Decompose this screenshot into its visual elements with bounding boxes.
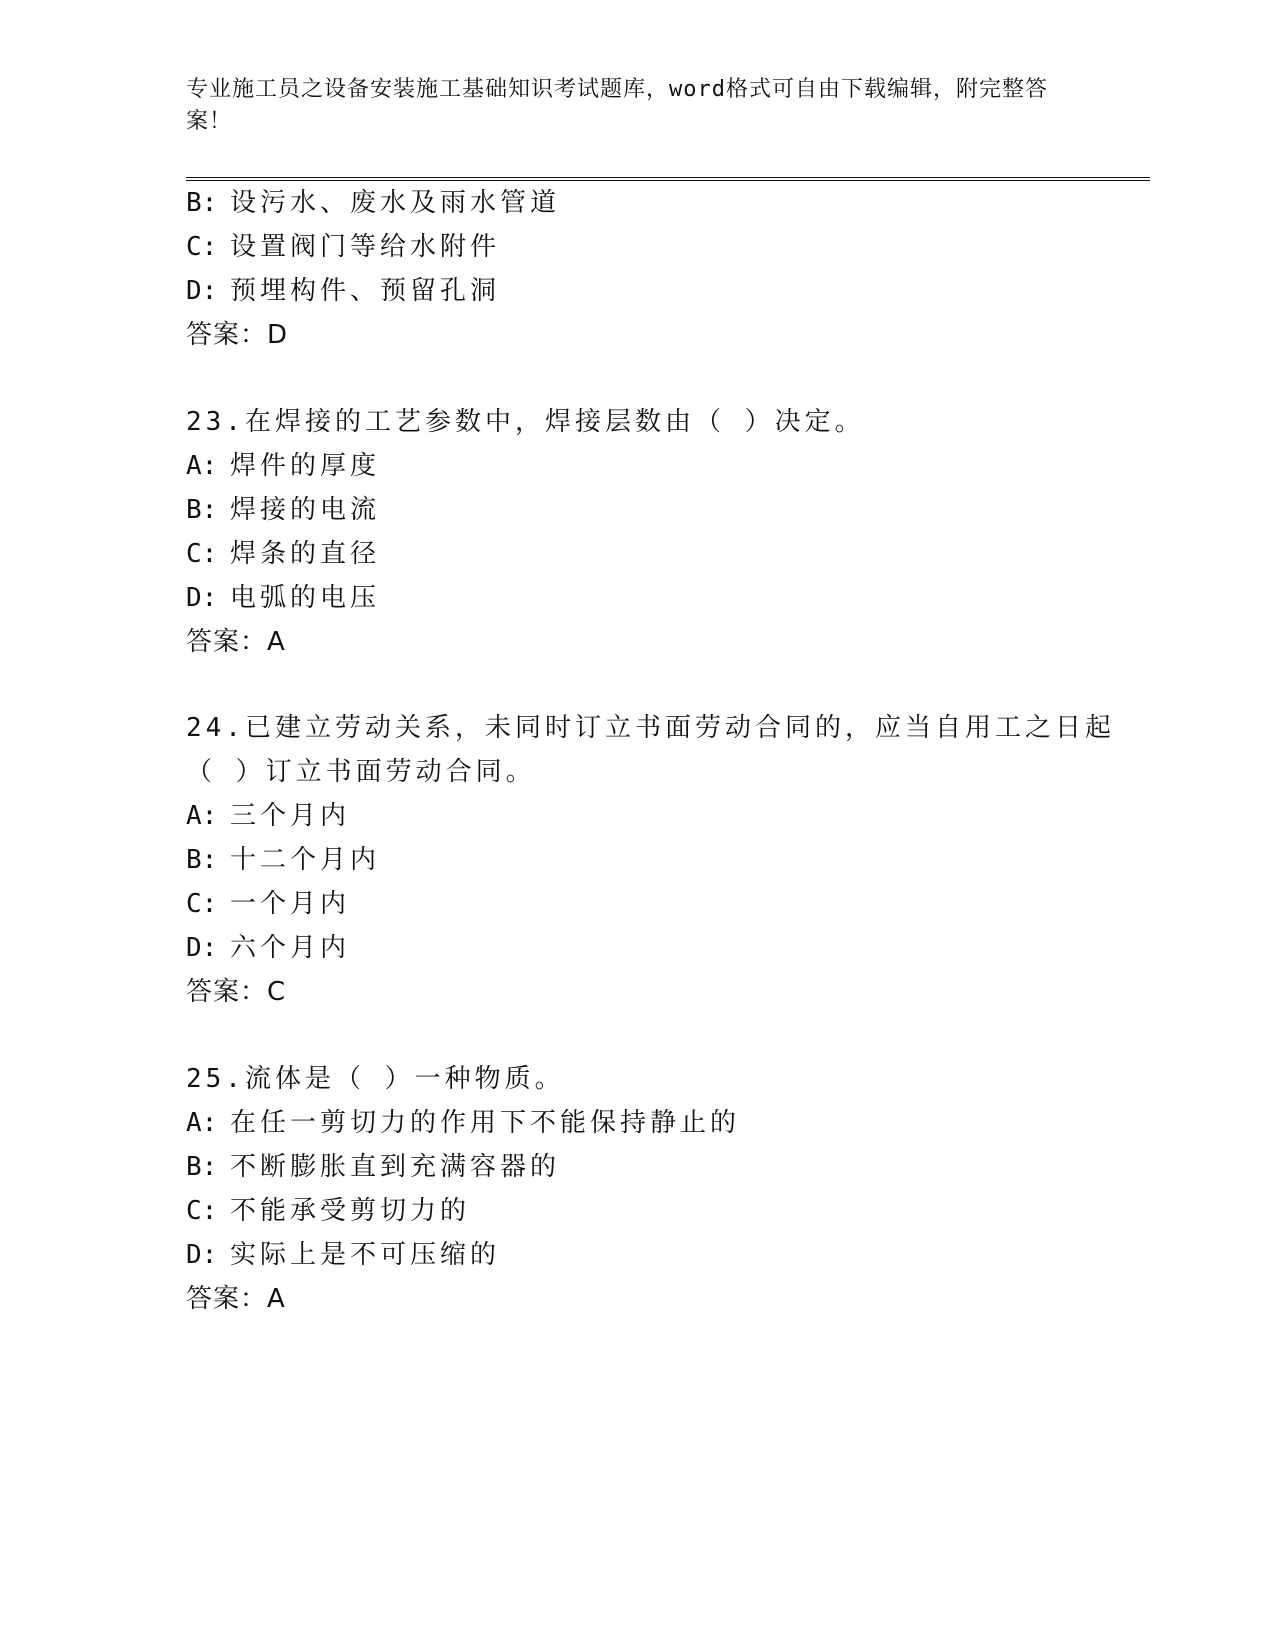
option-text: 三个月内 <box>230 801 351 831</box>
option-label: B: <box>186 1152 218 1182</box>
option-label: C: <box>186 539 218 569</box>
option-b <box>186 186 560 220</box>
option-a <box>186 1106 740 1140</box>
option-label: A: <box>186 451 218 481</box>
document-header: 专业施工员之设备安装施工基础知识考试题库，word格式可自由下载编辑，附完整答案！ <box>186 77 1048 134</box>
option-label: D: <box>186 933 218 963</box>
option-d <box>186 274 500 308</box>
option-label: C: <box>186 889 218 919</box>
option-label: B: <box>186 495 218 525</box>
option-d <box>186 931 350 965</box>
option-a <box>186 799 350 833</box>
option-text: 六个月内 <box>230 933 351 963</box>
option-text: 不能承受剪切力的 <box>230 1196 471 1226</box>
option-text: 预埋构件、预留孔洞 <box>230 276 501 306</box>
option-text: 焊件的厚度 <box>230 451 381 481</box>
question-stem: 23.在焊接的工艺参数中，焊接层数由（ ）决定。 <box>186 407 865 437</box>
question-stem: 24.已建立劳动关系，未同时订立书面劳动合同的，应当自用工之日起 <box>186 713 1115 743</box>
option-c <box>186 1194 470 1228</box>
option-label: D: <box>186 276 218 306</box>
question-stem: 25.流体是（ ）一种物质。 <box>186 1064 565 1094</box>
option-a <box>186 449 380 483</box>
question-stem-continued: （ ）订立书面劳动合同。 <box>186 757 536 787</box>
option-b <box>186 493 380 527</box>
option-label: A: <box>186 801 218 831</box>
answer-line: 答案：D <box>186 320 289 350</box>
option-label: D: <box>186 1240 218 1270</box>
option-label: B: <box>186 845 218 875</box>
option-label: C: <box>186 232 218 262</box>
option-text: 十二个月内 <box>230 845 381 875</box>
option-b <box>186 1150 560 1184</box>
option-c <box>186 230 500 264</box>
option-label: B: <box>186 188 218 218</box>
option-label: D: <box>186 583 218 613</box>
option-text: 设置阀门等给水附件 <box>230 232 501 262</box>
option-text: 一个月内 <box>230 889 351 919</box>
option-label: C: <box>186 1196 218 1226</box>
header-divider <box>186 177 1150 181</box>
option-text: 设污水、废水及雨水管道 <box>230 188 561 218</box>
option-text: 实际上是不可压缩的 <box>230 1240 501 1270</box>
option-c <box>186 887 350 921</box>
option-c <box>186 537 380 571</box>
option-text: 在任一剪切力的作用下不能保持静止的 <box>230 1108 741 1138</box>
option-text: 焊接的电流 <box>230 495 381 525</box>
option-d <box>186 1238 500 1272</box>
option-label: A: <box>186 1108 218 1138</box>
option-text: 电弧的电压 <box>230 583 381 613</box>
answer-line: 答案：C <box>186 977 287 1007</box>
answer-line: 答案：A <box>186 1284 286 1314</box>
answer-line: 答案：A <box>186 627 286 657</box>
option-d <box>186 581 380 615</box>
option-b <box>186 843 380 877</box>
option-text: 不断膨胀直到充满容器的 <box>230 1152 561 1182</box>
option-text: 焊条的直径 <box>230 539 381 569</box>
